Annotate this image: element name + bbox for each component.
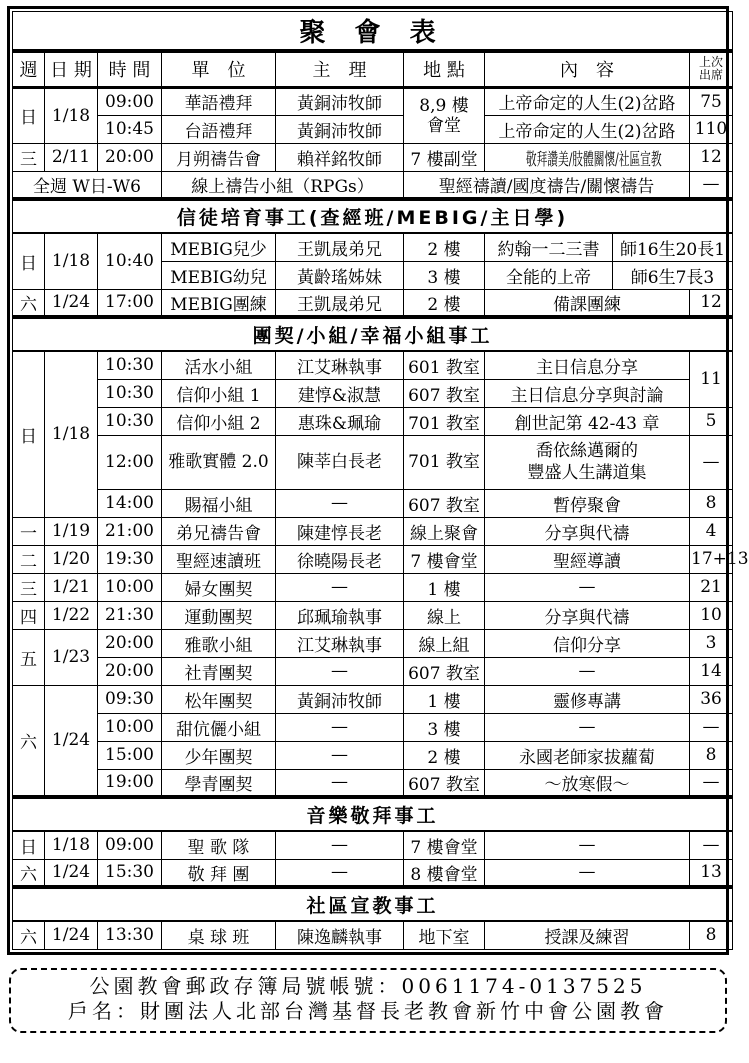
cell-attendance: — bbox=[690, 435, 733, 489]
cell-unit: 松年團契 bbox=[162, 685, 276, 713]
cell-date: 1/23 bbox=[45, 629, 98, 685]
cell-attendance: 3 bbox=[690, 629, 733, 657]
cell-date: 1/24 bbox=[45, 289, 98, 317]
cell-leader: 江艾琳執事 bbox=[276, 629, 404, 657]
cell-place: 7 樓會堂 bbox=[404, 831, 485, 859]
cell-time: 10:30 bbox=[98, 351, 162, 379]
cell-attendance: 21 bbox=[690, 573, 733, 601]
cell-content: 聖經導讀 bbox=[485, 545, 690, 573]
cell-time: 09:00 bbox=[98, 831, 162, 859]
cell-week: 六 bbox=[13, 685, 45, 797]
cell-unit: 運動團契 bbox=[162, 601, 276, 629]
cell-leader: — bbox=[276, 713, 404, 741]
cell-date: 1/19 bbox=[45, 517, 98, 545]
cell-time: 15:30 bbox=[98, 859, 162, 887]
cell-content: — bbox=[485, 713, 690, 741]
cell-time: 21:00 bbox=[98, 517, 162, 545]
cell-time: 10:00 bbox=[98, 713, 162, 741]
cell-attendance: 8 bbox=[690, 741, 733, 769]
cell-content bbox=[485, 143, 690, 171]
cell-content: 上帝命定的人生(2)岔路 bbox=[485, 115, 690, 143]
cell-date: 1/24 bbox=[45, 921, 98, 949]
cell-place: 607 教室 bbox=[404, 489, 485, 517]
cell-unit: 少年團契 bbox=[162, 741, 276, 769]
col-header-attendance-line2: 出席 bbox=[699, 68, 724, 83]
cell-content: — bbox=[485, 573, 690, 601]
cell-time: 12:00 bbox=[98, 435, 162, 489]
cell-content: 分享與代禱 bbox=[485, 601, 690, 629]
cell-week: 六 bbox=[13, 859, 45, 887]
cell-place: 1 樓 bbox=[404, 685, 485, 713]
cell-content-text: 敬拜讚美/肢體關懷/社區宣教 bbox=[525, 149, 662, 170]
cell-place: 2 樓 bbox=[404, 233, 485, 261]
cell-time: 09:00 bbox=[98, 87, 162, 115]
cell-leader: 王凱晟弟兄 bbox=[276, 233, 404, 261]
cell-teacher-note: 師6生7長3 bbox=[613, 261, 733, 289]
cell-week: 六 bbox=[13, 921, 45, 949]
cell-content: 備課團練 bbox=[485, 289, 690, 317]
cell-unit: 聖經速讀班 bbox=[162, 545, 276, 573]
cell-time: 20:00 bbox=[98, 629, 162, 657]
cell-place: 601 教室 bbox=[404, 351, 485, 379]
cell-time: 10:45 bbox=[98, 115, 162, 143]
cell-unit: 甜伉儷小組 bbox=[162, 713, 276, 741]
cell-content: ～放寒假～ bbox=[485, 769, 690, 797]
cell-unit: 聖 歌 隊 bbox=[162, 831, 276, 859]
cell-place: 線上聚會 bbox=[404, 517, 485, 545]
col-header-date: 日 期 bbox=[45, 51, 98, 87]
cell-content-line1: 喬依絲邁爾的 bbox=[536, 441, 638, 461]
cell-attendance: 17+13 bbox=[690, 545, 733, 573]
cell-place: 607 教室 bbox=[404, 657, 485, 685]
cell-content: 約翰一二三書 bbox=[485, 233, 613, 261]
cell-leader: 賴祥銘牧師 bbox=[276, 143, 404, 171]
cell-leader: 黃銅沛牧師 bbox=[276, 685, 404, 713]
cell-unit: 信仰小組 1 bbox=[162, 379, 276, 407]
cell-unit: MEBIG團練 bbox=[162, 289, 276, 317]
postal-account-number-line: 公園教會郵政存簿局號帳號：0061174-0137525 bbox=[89, 973, 647, 998]
cell-content: 主日信息分享與討論 bbox=[485, 379, 690, 407]
cell-week-range: 全週 W日-W6 bbox=[13, 171, 162, 199]
cell-week: 日 bbox=[13, 233, 45, 289]
cell-place: 2 樓 bbox=[404, 741, 485, 769]
schedule-table bbox=[12, 11, 749, 950]
cell-attendance: 13 bbox=[690, 859, 733, 887]
cell-leader: 黃銅沛牧師 bbox=[276, 87, 404, 115]
cell-place: 3 樓 bbox=[404, 713, 485, 741]
cell-leader: — bbox=[276, 859, 404, 887]
cell-time: 13:30 bbox=[98, 921, 162, 949]
cell-leader: — bbox=[276, 769, 404, 797]
cell-leader: 徐曉陽長老 bbox=[276, 545, 404, 573]
cell-unit: 弟兄禱告會 bbox=[162, 517, 276, 545]
cell-place: 2 樓 bbox=[404, 289, 485, 317]
cell-week: 日 bbox=[13, 87, 45, 143]
cell-time: 19:00 bbox=[98, 769, 162, 797]
col-header-place: 地 點 bbox=[404, 51, 485, 87]
cell-content: — bbox=[485, 657, 690, 685]
section-header-discipleship: 信徒培育事工(查經班/MEBIG/主日學) bbox=[13, 199, 733, 233]
cell-date: 1/18 bbox=[45, 351, 98, 517]
cell-leader: 惠珠&珮瑜 bbox=[276, 407, 404, 435]
cell-time: 15:00 bbox=[98, 741, 162, 769]
cell-unit: 敬 拜 團 bbox=[162, 859, 276, 887]
cell-unit: 線上禱告小組（RPGs） bbox=[162, 171, 404, 199]
cell-time: 20:00 bbox=[98, 143, 162, 171]
cell-leader: — bbox=[276, 573, 404, 601]
cell-leader: — bbox=[276, 831, 404, 859]
cell-date: 1/18 bbox=[45, 831, 98, 859]
cell-leader: 黃銅沛牧師 bbox=[276, 115, 404, 143]
cell-unit: 華語禮拜 bbox=[162, 87, 276, 115]
cell-place: 線上組 bbox=[404, 629, 485, 657]
cell-content: 主日信息分享 bbox=[485, 351, 690, 379]
cell-date: 1/18 bbox=[45, 87, 98, 143]
cell-teacher-note: 師16生20長1 bbox=[613, 233, 733, 261]
cell-time: 20:00 bbox=[98, 657, 162, 685]
cell-place: 7 樓會堂 bbox=[404, 545, 485, 573]
cell-content-line2: 豐盛人生講道集 bbox=[527, 463, 647, 483]
cell-attendance: 5 bbox=[690, 407, 733, 435]
cell-unit: 信仰小組 2 bbox=[162, 407, 276, 435]
cell-week: 三 bbox=[13, 573, 45, 601]
cell-attendance: — bbox=[690, 171, 733, 199]
cell-unit: 活水小組 bbox=[162, 351, 276, 379]
cell-unit: 社青團契 bbox=[162, 657, 276, 685]
cell-attendance: 36 bbox=[690, 685, 733, 713]
cell-time: 21:30 bbox=[98, 601, 162, 629]
cell-unit: 桌 球 班 bbox=[162, 921, 276, 949]
cell-week: 一 bbox=[13, 517, 45, 545]
col-header-content: 內 容 bbox=[485, 51, 690, 87]
cell-date: 1/24 bbox=[45, 859, 98, 887]
cell-content: 全能的上帝 bbox=[485, 261, 613, 289]
cell-content: 聖經禱讀/國度禱告/關懷禱告 bbox=[404, 171, 690, 199]
cell-place: 3 樓 bbox=[404, 261, 485, 289]
cell-place bbox=[404, 87, 485, 143]
cell-week: 二 bbox=[13, 545, 45, 573]
cell-leader: 陳逸麟執事 bbox=[276, 921, 404, 949]
cell-place: 8 樓會堂 bbox=[404, 859, 485, 887]
cell-place: 7 樓副堂 bbox=[404, 143, 485, 171]
cell-content: 靈修專講 bbox=[485, 685, 690, 713]
cell-week: 六 bbox=[13, 289, 45, 317]
cell-unit: 學青團契 bbox=[162, 769, 276, 797]
col-header-week: 週 bbox=[13, 51, 45, 87]
cell-date: 1/21 bbox=[45, 573, 98, 601]
cell-content: 暫停聚會 bbox=[485, 489, 690, 517]
cell-unit: 婦女團契 bbox=[162, 573, 276, 601]
cell-unit: MEBIG幼兒 bbox=[162, 261, 276, 289]
cell-attendance: — bbox=[690, 769, 733, 797]
cell-content: 上帝命定的人生(2)岔路 bbox=[485, 87, 690, 115]
col-header-unit: 單 位 bbox=[162, 51, 276, 87]
cell-unit: MEBIG兒少 bbox=[162, 233, 276, 261]
cell-time: 14:00 bbox=[98, 489, 162, 517]
col-header-leader: 主 理 bbox=[276, 51, 404, 87]
cell-date: 2/11 bbox=[45, 143, 98, 171]
cell-attendance: 14 bbox=[690, 657, 733, 685]
cell-time: 17:00 bbox=[98, 289, 162, 317]
cell-time: 10:30 bbox=[98, 407, 162, 435]
cell-time: 10:30 bbox=[98, 379, 162, 407]
cell-place: 607 教室 bbox=[404, 769, 485, 797]
cell-place: 701 教室 bbox=[404, 407, 485, 435]
cell-leader: 陳莘白長老 bbox=[276, 435, 404, 489]
section-header-fellowship: 團契/小組/幸福小組事工 bbox=[13, 317, 733, 351]
cell-date: 1/22 bbox=[45, 601, 98, 629]
postal-account-box bbox=[9, 968, 727, 1033]
cell-content: 永國老師家拔蘿蔔 bbox=[485, 741, 690, 769]
cell-leader: — bbox=[276, 489, 404, 517]
cell-content: 授課及練習 bbox=[485, 921, 690, 949]
cell-time: 10:00 bbox=[98, 573, 162, 601]
cell-week: 四 bbox=[13, 601, 45, 629]
cell-content: — bbox=[485, 859, 690, 887]
cell-place: 1 樓 bbox=[404, 573, 485, 601]
schedule-sheet bbox=[7, 6, 749, 955]
cell-time: 10:40 bbox=[98, 233, 162, 289]
cell-time: 09:30 bbox=[98, 685, 162, 713]
cell-place: 地下室 bbox=[404, 921, 485, 949]
col-header-attendance-line1: 上次 bbox=[699, 55, 724, 70]
cell-attendance: 4 bbox=[690, 517, 733, 545]
cell-content: — bbox=[485, 831, 690, 859]
cell-date: 1/24 bbox=[45, 685, 98, 797]
col-header-time: 時 間 bbox=[98, 51, 162, 87]
cell-content: 分享與代禱 bbox=[485, 517, 690, 545]
cell-place-line2: 會堂 bbox=[427, 115, 461, 136]
section-header-community: 社區宣教事工 bbox=[13, 887, 733, 921]
section-header-music: 音樂敬拜事工 bbox=[13, 797, 733, 831]
cell-attendance: 10 bbox=[690, 601, 733, 629]
cell-leader: 王凱晟弟兄 bbox=[276, 289, 404, 317]
cell-week: 五 bbox=[13, 629, 45, 685]
cell-attendance: 11 bbox=[690, 351, 733, 407]
col-header-attendance bbox=[690, 51, 733, 87]
cell-unit: 雅歌實體 2.0 bbox=[162, 435, 276, 489]
cell-attendance: 12 bbox=[690, 143, 733, 171]
cell-leader: 江艾琳執事 bbox=[276, 351, 404, 379]
cell-content bbox=[485, 435, 690, 489]
cell-leader: 建惇&淑慧 bbox=[276, 379, 404, 407]
cell-unit: 台語禮拜 bbox=[162, 115, 276, 143]
cell-attendance: 12 bbox=[690, 289, 733, 317]
cell-attendance: 110 bbox=[690, 115, 733, 143]
cell-week: 日 bbox=[13, 351, 45, 517]
cell-time: 19:30 bbox=[98, 545, 162, 573]
cell-content: 信仰分享 bbox=[485, 629, 690, 657]
cell-place: 607 教室 bbox=[404, 379, 485, 407]
postal-account-name-line: 戶名：財團法人北部台灣基督長老教會新竹中會公園教會 bbox=[68, 998, 668, 1023]
cell-place: 701 教室 bbox=[404, 435, 485, 489]
cell-leader: — bbox=[276, 741, 404, 769]
cell-leader: 黃齡瑤姊妹 bbox=[276, 261, 404, 289]
cell-unit: 賜福小組 bbox=[162, 489, 276, 517]
page-title: 聚 會 表 bbox=[13, 12, 733, 52]
cell-attendance: 8 bbox=[690, 921, 733, 949]
cell-week: 三 bbox=[13, 143, 45, 171]
cell-attendance: 75 bbox=[690, 87, 733, 115]
cell-place-line1: 8,9 樓 bbox=[419, 95, 469, 116]
cell-week: 日 bbox=[13, 831, 45, 859]
cell-attendance: — bbox=[690, 831, 733, 859]
cell-leader: 陳建惇長老 bbox=[276, 517, 404, 545]
cell-date: 1/18 bbox=[45, 233, 98, 289]
cell-date: 1/20 bbox=[45, 545, 98, 573]
cell-place: 線上 bbox=[404, 601, 485, 629]
cell-content: 創世記第 42-43 章 bbox=[485, 407, 690, 435]
cell-leader: — bbox=[276, 657, 404, 685]
cell-attendance: 8 bbox=[690, 489, 733, 517]
cell-leader: 邱珮瑜執事 bbox=[276, 601, 404, 629]
cell-attendance: — bbox=[690, 713, 733, 741]
cell-unit: 月朔禱告會 bbox=[162, 143, 276, 171]
cell-unit: 雅歌小組 bbox=[162, 629, 276, 657]
